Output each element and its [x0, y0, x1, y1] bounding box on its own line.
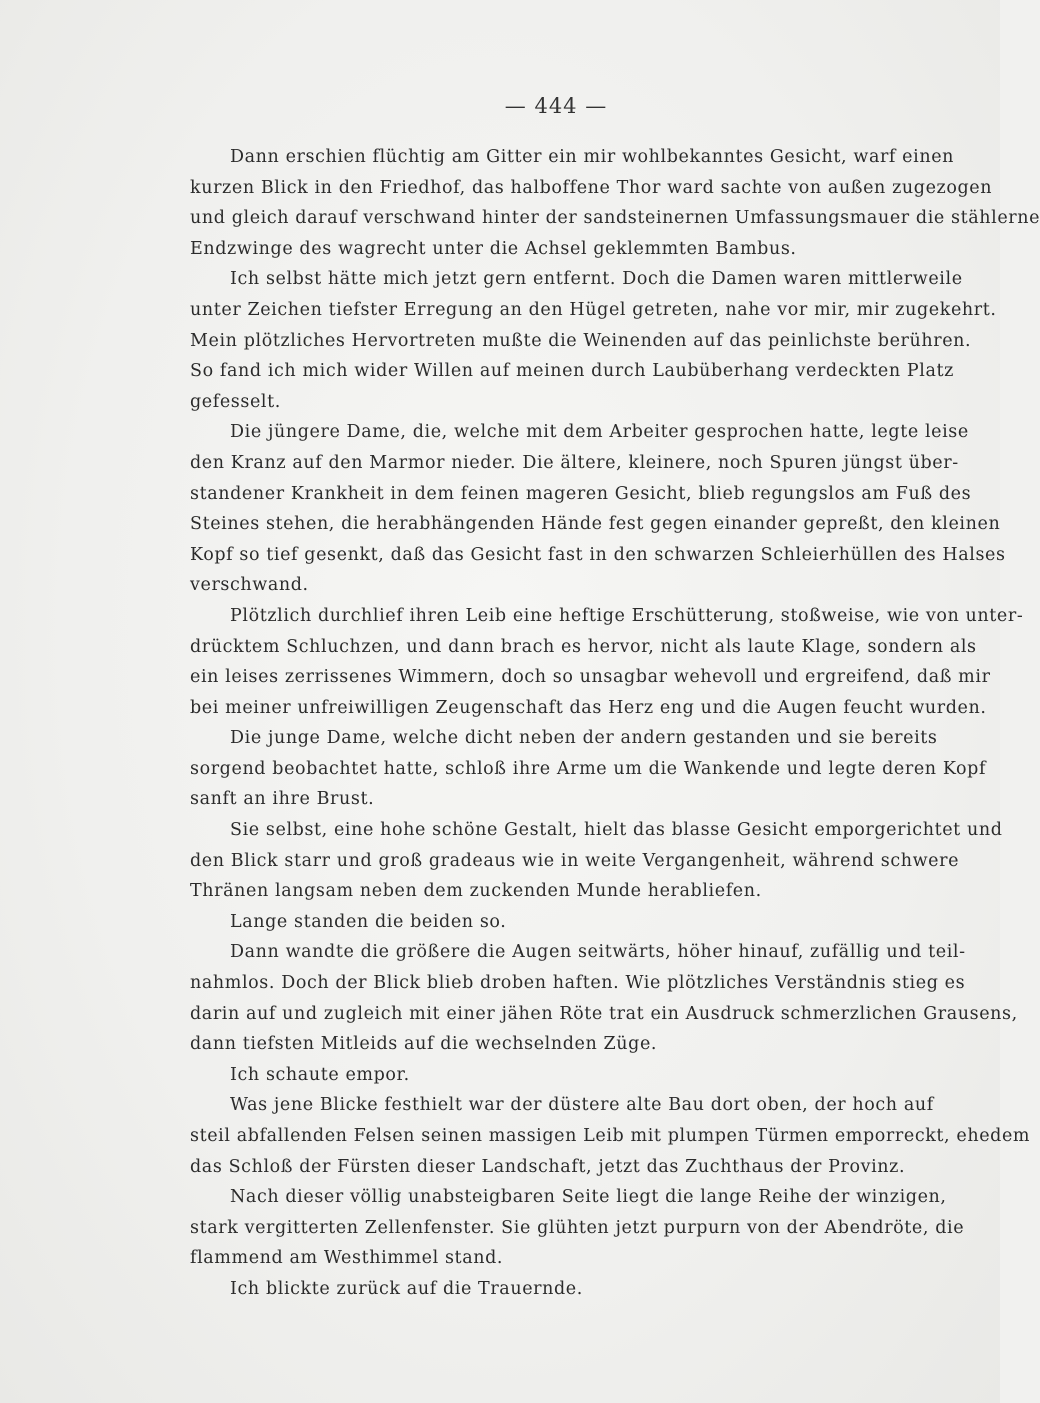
text-line: Ich blickte zurück auf die Trauernde. [230, 1278, 583, 1299]
text-line: das Schloß der Fürsten dieser Landschaft, jetzt das Zuchthaus der Provinz. [190, 1156, 906, 1177]
text-line: unter Zeichen tiefster Erregung an den Hügel getreten, nahe vor mir, mir zugekehrt. [190, 299, 997, 320]
paragraph [190, 264, 997, 417]
paragraph [190, 1182, 965, 1274]
paragraph [190, 723, 987, 815]
text-line: bei meiner unfreiwilligen Zeugenschaft das Herz eng und die Augen feucht wurden. [190, 697, 987, 718]
paragraph [190, 937, 1018, 1059]
text-line: gefesselt. [190, 391, 281, 412]
text-line: nahmlos. Doch der Blick blieb droben haften. Wie plötzliches Verständnis stieg es [190, 973, 966, 994]
text-line: steil abfallenden Felsen seinen massigen Leib mit plumpen Türmen emporreckt, ehedem [190, 1126, 1031, 1146]
text-line: Sie selbst, eine hohe schöne Gestalt, hielt das blasse Gesicht emporgerichtet und [230, 820, 1003, 841]
text-line: standener Krankheit in dem feinen mageren Gesicht, blieb regungslos am Fuß des [190, 483, 972, 504]
text-line: dann tiefsten Mitleids auf die wechselnden Züge. [190, 1034, 658, 1055]
text-line: sanft an ihre Brust. [190, 789, 375, 810]
text-line: ein leises zerrissenes Wimmern, doch so unsagbar wehevoll und ergreifend, daß mir [190, 667, 991, 688]
text-line: Dann wandte die größere die Augen seitwärts, höher hinauf, zufällig und teil- [230, 942, 966, 963]
text-line: verschwand. [190, 575, 309, 596]
paragraph [190, 417, 1006, 601]
text-line: flammend am Westhimmel stand. [190, 1248, 504, 1269]
text-line: Nach dieser völlig unabsteigbaren Seite liegt die lange Reihe der winzigen, [230, 1187, 947, 1208]
text-line: stark vergitterten Zellenfenster. Sie glühten jetzt purpurn von der Abendröte, die [190, 1217, 965, 1238]
text-line: kurzen Blick in den Friedhof, das halboffene Thor ward sachte von außen zugezogen [190, 177, 993, 198]
text-line: Steines stehen, die herabhängenden Hände fest gegen einander gepreßt, den kleinen [190, 514, 1001, 535]
text-line: Die junge Dame, welche dicht neben der andern gestanden und sie bereits [230, 728, 938, 749]
text-line: und gleich darauf verschwand hinter der sandsteinernen Umfassungsmauer die stählerne [190, 208, 1040, 229]
body-text [190, 142, 1040, 1305]
text-line: Kopf so tief gesenkt, daß das Gesicht fast in den schwarzen Schleierhüllen des Halses [190, 544, 1006, 565]
text-line: So fand ich mich wider Willen auf meinen durch Laubüberhang verdeckten Platz [190, 361, 954, 382]
text-line: Ich schaute empor. [230, 1064, 410, 1085]
paragraph [190, 907, 925, 938]
text-line: Lange standen die beiden so. [230, 911, 507, 932]
text-line: Was jene Blicke festhielt war der düstere alte Bau dort oben, der hoch auf [230, 1095, 934, 1116]
text-line: Plötzlich durchlief ihren Leib eine heftige Erschütterung, stoßweise, wie von unter- [230, 605, 1024, 626]
text-line: darin auf und zugleich mit einer jähen Röte trat ein Ausdruck schmerzlichen Grausens, [190, 1003, 1018, 1024]
page-number: — 444 — [504, 94, 608, 118]
paragraph [190, 601, 1024, 723]
text-line: Ich selbst hätte mich jetzt gern entfernt. Doch die Damen waren mittlerweile [230, 269, 963, 290]
paragraph [190, 1090, 1031, 1182]
text-line: den Kranz auf den Marmor nieder. Die ältere, kleinere, noch Spuren jüngst über- [190, 452, 959, 473]
paragraph [190, 142, 1040, 264]
text-line: sorgend beobachtet hatte, schloß ihre Arme um die Wankende und legte deren Kopf [190, 758, 987, 779]
text-line: den Blick starr und groß gradeaus wie in weite Vergangenheit, während schwere [190, 850, 960, 871]
paragraph [190, 1060, 925, 1091]
paragraph [190, 1274, 925, 1305]
text-line: Thränen langsam neben dem zuckenden Munde herabliefen. [190, 881, 762, 902]
text-line: Mein plötzliches Hervortreten mußte die Weinenden auf das peinlichste berühren. [190, 330, 972, 351]
text-line: Dann erschien flüchtig am Gitter ein mir wohlbekanntes Gesicht, warf einen [230, 147, 955, 167]
text-line: Die jüngere Dame, die, welche mit dem Arbeiter gesprochen hatte, legte leise [230, 422, 969, 443]
text-line: drücktem Schluchzen, und dann brach es hervor, nicht als laute Klage, sondern als [190, 636, 977, 657]
paragraph [190, 815, 1003, 907]
text-line: Endzwinge des wagrecht unter die Achsel geklemmten Bambus. [190, 238, 797, 259]
